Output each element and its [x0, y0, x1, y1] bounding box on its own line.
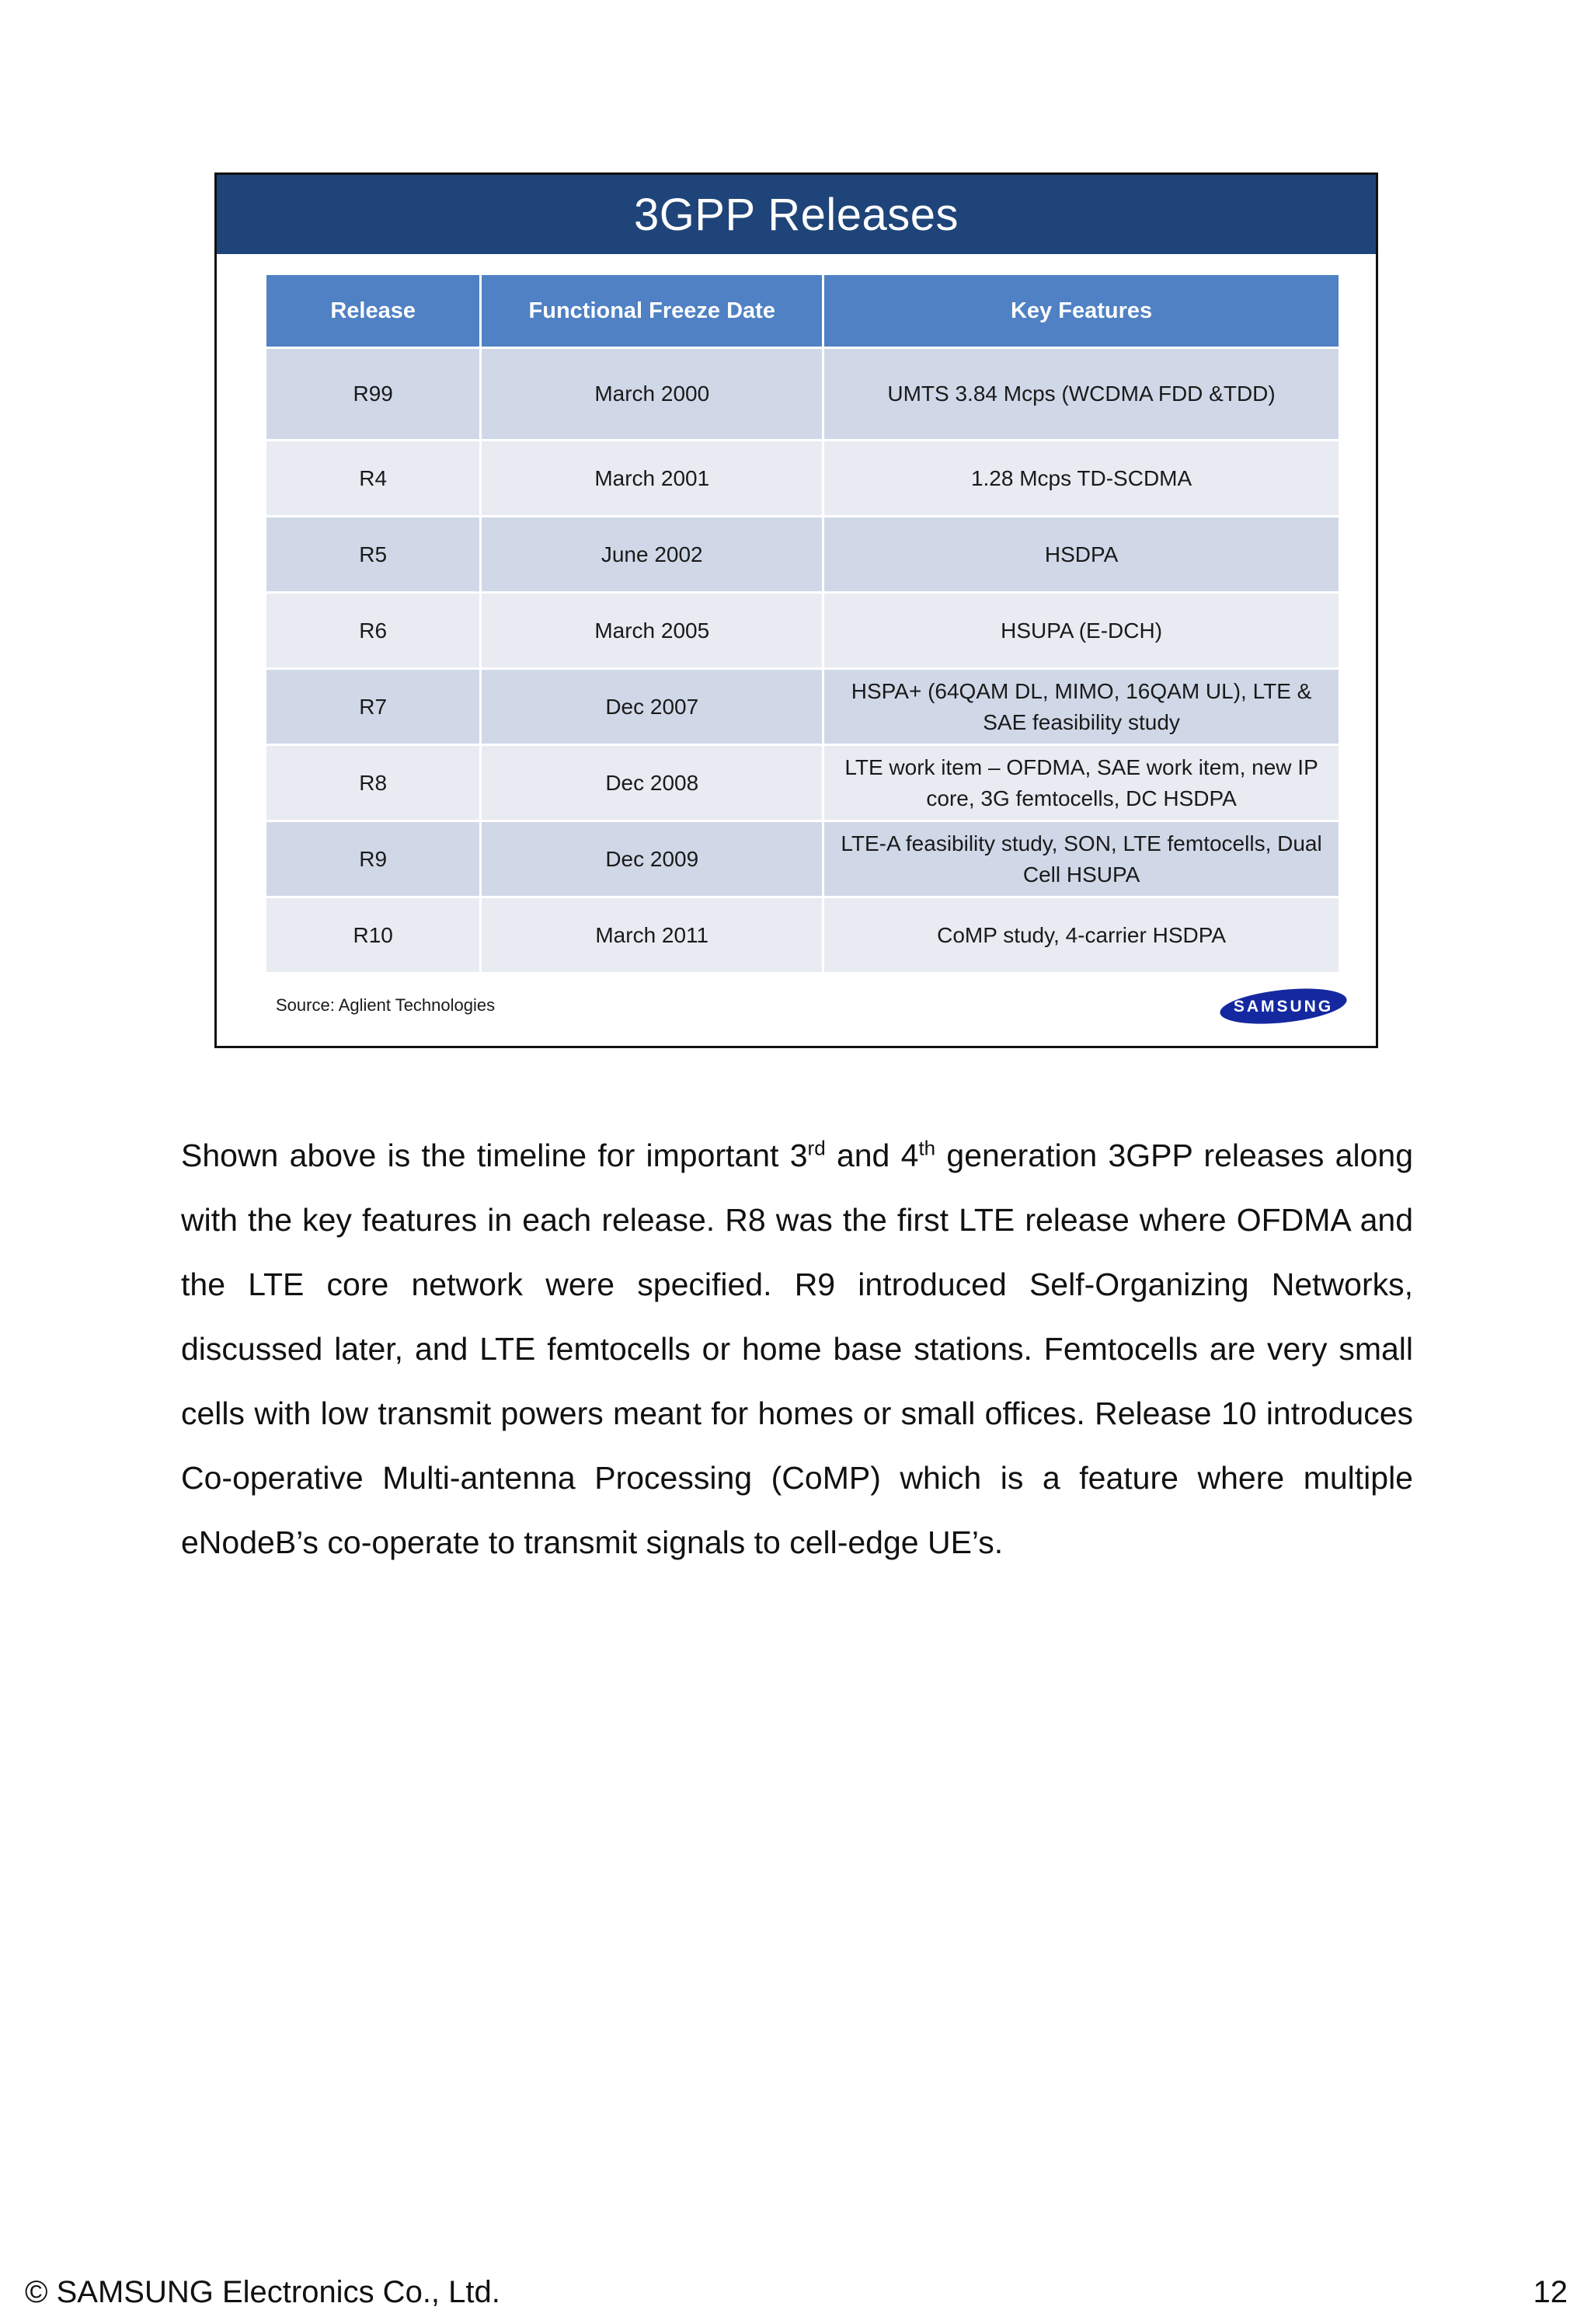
slide-source-note: Source: Aglient Technologies	[276, 995, 496, 1015]
cell-release: R7	[266, 670, 479, 744]
superscript-th: th	[918, 1136, 936, 1160]
table-row	[266, 594, 1339, 667]
cell-date: Dec 2007	[482, 670, 822, 744]
footer-copyright: © SAMSUNG Electronics Co., Ltd.	[25, 2275, 500, 2309]
superscript-rd: rd	[807, 1136, 826, 1160]
cell-date: March 2011	[482, 898, 822, 972]
cell-features: HSDPA	[824, 517, 1339, 591]
cell-release: R9	[266, 822, 479, 896]
table-row	[266, 898, 1339, 972]
cell-date: March 2005	[482, 594, 822, 667]
cell-features: UMTS 3.84 Mcps (WCDMA FDD &TDD)	[824, 349, 1339, 439]
samsung-logo-text: SAMSUNG	[1233, 998, 1334, 1016]
cell-release: R10	[266, 898, 479, 972]
header-release: Release	[266, 275, 479, 347]
cell-features: LTE-A feasibility study, SON, LTE femtocells, Dual Cell HSUPA	[824, 822, 1339, 896]
samsung-logo	[1219, 988, 1348, 1024]
table-row	[266, 746, 1339, 820]
table-header-row	[266, 275, 1339, 347]
table-row	[266, 517, 1339, 591]
cell-date: Dec 2009	[482, 822, 822, 896]
cell-features: HSUPA (E-DCH)	[824, 594, 1339, 667]
releases-table	[264, 273, 1341, 974]
body-text-part: generation 3GPP releases along with the key features in each release. R8 was the first LTE release where OFDMA and the LTE core network were specified. R9 introduced Self-Organizing Networks, discussed later, and LTE femtocells or home base stations. Femtocells are very small cells with low transmit powers meant for homes or small offices. Release 10 introduces Co-operative Multi-antenna Processing (CoMP) which is a feature where multiple eNodeB’s co-operate to transmit signals to cell-edge UE’s.	[181, 1138, 1413, 1560]
cell-date: March 2001	[482, 441, 822, 515]
body-paragraph	[181, 1124, 1413, 1575]
header-key-features: Key Features	[824, 275, 1339, 347]
table-row	[266, 441, 1339, 515]
cell-date: March 2000	[482, 349, 822, 439]
table-row	[266, 349, 1339, 439]
cell-release: R5	[266, 517, 479, 591]
cell-release: R99	[266, 349, 479, 439]
cell-features: CoMP study, 4-carrier HSDPA	[824, 898, 1339, 972]
cell-release: R8	[266, 746, 479, 820]
body-text-part: Shown above is the timeline for important 3	[181, 1138, 808, 1173]
cell-features: 1.28 Mcps TD-SCDMA	[824, 441, 1339, 515]
cell-date: June 2002	[482, 517, 822, 591]
page-number: 12	[1533, 2275, 1568, 2309]
table-row	[266, 822, 1339, 896]
slide-image	[214, 172, 1378, 1048]
header-freeze-date: Functional Freeze Date	[482, 275, 822, 347]
slide-title-bar	[217, 175, 1376, 254]
body-text-part: and 4	[825, 1138, 919, 1173]
table-row	[266, 670, 1339, 744]
cell-release: R6	[266, 594, 479, 667]
slide-title: 3GPP Releases	[633, 189, 959, 240]
cell-features: HSPA+ (64QAM DL, MIMO, 16QAM UL), LTE & SAE feasibility study	[824, 670, 1339, 744]
cell-release: R4	[266, 441, 479, 515]
cell-date: Dec 2008	[482, 746, 822, 820]
cell-features: LTE work item – OFDMA, SAE work item, new IP core, 3G femtocells, DC HSDPA	[824, 746, 1339, 820]
